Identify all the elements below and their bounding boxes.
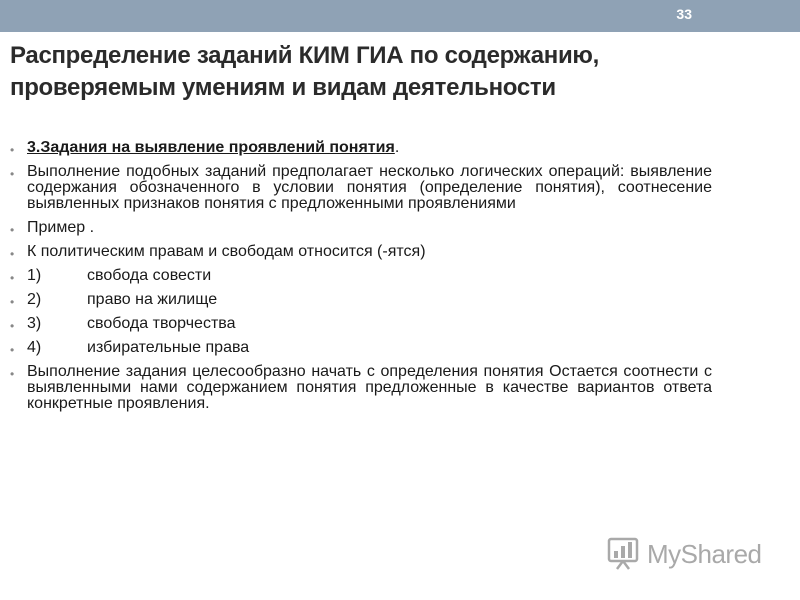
option-number: 4) — [27, 339, 42, 356]
bullet-icon: • — [10, 319, 15, 333]
bullet-icon: • — [10, 295, 15, 309]
bullet-icon: • — [10, 271, 15, 285]
option-number: 3) — [27, 315, 42, 332]
bullet-icon: • — [10, 143, 15, 157]
description-text: Выполнение подобных заданий предполагает несколько логических операций: выявление содержания обозначенного в условии понятия (определение понятия), соотнесение выявленных признаков понятия с предложенными проявлениями — [27, 163, 712, 212]
list-item-option-4 — [10, 340, 712, 356]
bar-chart-logo-icon — [607, 537, 641, 571]
bullet-icon: • — [10, 343, 15, 357]
option-text: избирательные права — [87, 339, 250, 356]
option-text: свобода совести — [87, 267, 212, 284]
slide-content — [10, 140, 712, 420]
question-text: К политическим правам и свободам относится (-ятся) — [27, 243, 426, 260]
option-text: право на жилище — [87, 291, 218, 308]
watermark — [607, 537, 762, 571]
option-number: 2) — [27, 291, 42, 308]
example-label: Пример . — [27, 219, 95, 236]
list-item-question — [10, 244, 712, 260]
list-item-heading — [10, 140, 712, 156]
bullet-icon: • — [10, 247, 15, 261]
bullet-icon: • — [10, 167, 15, 181]
bullet-icon: • — [10, 367, 15, 381]
list-item-example — [10, 220, 712, 236]
bullet-icon: • — [10, 223, 15, 237]
list-item-option-3 — [10, 316, 712, 332]
watermark-text: MyShared — [647, 538, 762, 569]
list-item-option-2 — [10, 292, 712, 308]
option-text: свобода творчества — [87, 315, 236, 332]
slide-title — [10, 40, 790, 104]
title-line-1: Распределение заданий КИМ ГИА по содержанию, — [10, 42, 599, 69]
list-item-conclusion — [10, 364, 712, 412]
title-line-2: проверяемым умениям и видам деятельности — [10, 74, 556, 101]
list-item-option-1 — [10, 268, 712, 284]
list-item-description — [10, 164, 712, 212]
heading-suffix: . — [394, 139, 400, 156]
heading-text: 3.Задания на выявление проявлений понятия — [27, 139, 395, 156]
option-number: 1) — [27, 267, 42, 284]
top-bar — [0, 0, 800, 32]
page-number: 33 — [676, 6, 692, 22]
conclusion-text: Выполнение задания целесообразно начать с определения понятия Остается соотнести с выявленными нами содержанием понятия предложенные в качестве вариантов ответа конкретные проявления. — [27, 363, 712, 412]
